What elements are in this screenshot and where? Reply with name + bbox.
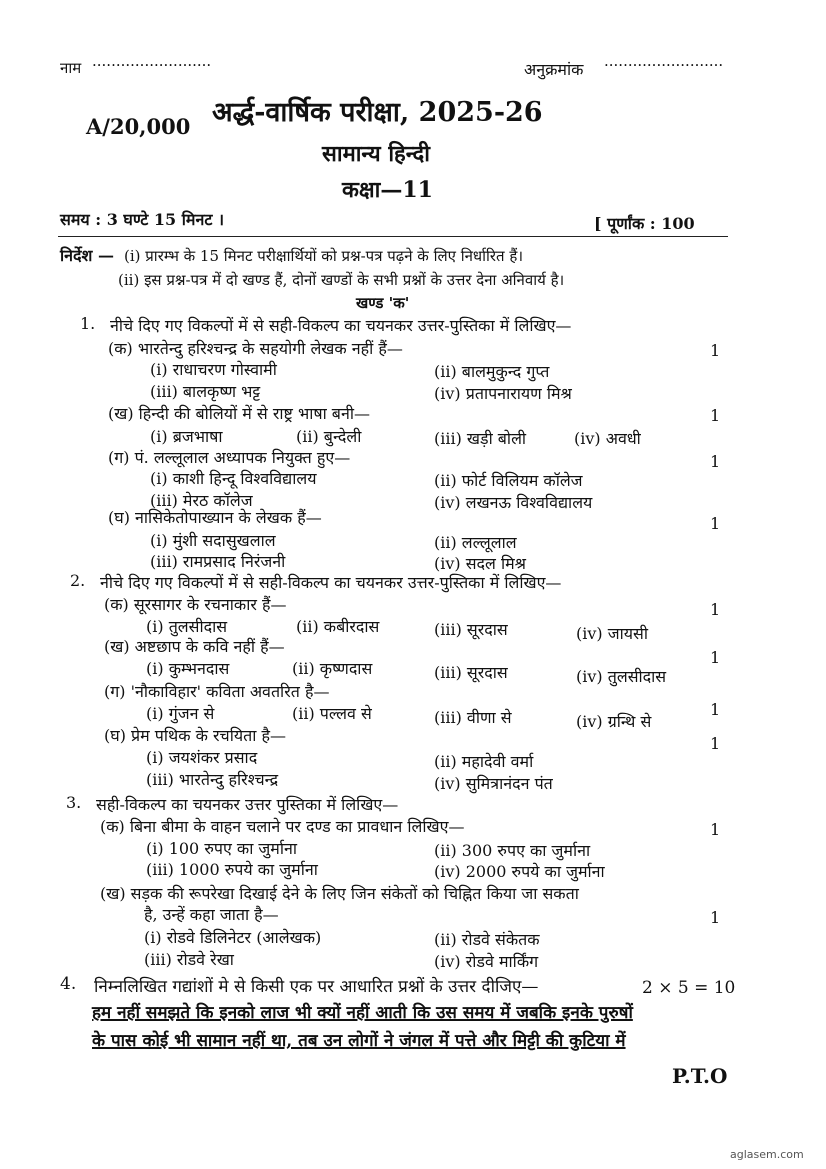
question-3-number: 3. — [66, 793, 82, 812]
passage-line-2: के पास कोई भी सामान नहीं था, तब उन लोगों ने जंगल में पत्ते और मिट्टी की कुटिया में — [92, 1031, 626, 1051]
exam-title: अर्द्ध-वार्षिक परीक्षा, 2025-26 — [212, 97, 543, 128]
q3b-question: (ख) सड़क की रूपरेखा दिखाई देने के लिए जिन संकेतों को चिह्नित किया जा सकता — [100, 884, 579, 903]
question-1-number: 1. — [80, 314, 96, 333]
q1c-option-1: (i) काशी हिन्दू विश्वविद्यालय — [150, 469, 317, 488]
q3b-option-3: (iii) रोडवे रेखा — [144, 950, 234, 969]
section-heading: खण्ड 'क' — [356, 294, 410, 312]
watermark: aglasem.com — [730, 1148, 804, 1161]
q1a-question: (क) भारतेन्दु हरिश्चन्द्र के सहयोगी लेखक नहीं हैं— — [108, 339, 403, 358]
q3a-mark: 1 — [710, 820, 721, 839]
q2b-mark: 1 — [710, 648, 721, 667]
q2b-option-3: (iii) सूरदास — [434, 663, 508, 682]
q1d-option-4: (iv) सदल मिश्र — [434, 554, 527, 573]
q1b-option-2: (ii) बुन्देली — [296, 427, 362, 446]
q1b-option-3: (iii) खड़ी बोली — [434, 429, 527, 448]
q2a-option-4: (iv) जायसी — [576, 624, 648, 643]
question-4-number: 4. — [60, 974, 77, 994]
q2a-question: (क) सूरसागर के रचनाकार हैं— — [104, 595, 287, 614]
q3b-question-continued: है, उन्हें कहा जाता है— — [144, 905, 279, 924]
q2d-option-4: (iv) सुमित्रानंदन पंत — [434, 774, 553, 793]
subject-title: सामान्य हिन्दी — [322, 141, 430, 167]
q2c-option-2: (ii) पल्लव से — [292, 704, 372, 723]
roll-number-label: अनुक्रमांक — [524, 60, 584, 79]
instruction-2: (ii) इस प्रश्न-पत्र में दो खण्ड हैं, दोनों खण्डों के सभी प्रश्नों के उत्तर देना अनिवार्य है। — [118, 271, 565, 289]
name-dots: ························· — [92, 56, 212, 74]
q1c-mark: 1 — [710, 452, 721, 471]
q2c-question: (ग) 'नौकाविहार' कविता अवतरित है— — [104, 682, 330, 701]
q2b-option-4: (iv) तुलसीदास — [576, 667, 667, 686]
q1b-mark: 1 — [710, 406, 721, 425]
q2c-mark: 1 — [710, 700, 721, 719]
q2d-mark: 1 — [710, 734, 721, 753]
q1d-mark: 1 — [710, 514, 721, 533]
q3a-option-2: (ii) 300 रुपए का जुर्माना — [434, 841, 591, 860]
instruction-1: (i) प्रारम्भ के 15 मिनट परीक्षार्थियों को प्रश्न-पत्र पढ़ने के लिए निर्धारित हैं। — [124, 247, 524, 265]
question-2-text: नीचे दिए गए विकल्पों में से सही-विकल्प का चयनकर उत्तर-पुस्तिका में लिखिए— — [100, 573, 562, 592]
q3a-option-1: (i) 100 रुपए का जुर्माना — [146, 839, 298, 858]
q2d-option-2: (ii) महादेवी वर्मा — [434, 752, 534, 771]
q2d-question: (घ) प्रेम पथिक के रचयिता है— — [104, 726, 286, 745]
q3a-question: (क) बिना बीमा के वाहन चलाने पर दण्ड का प्रावधान लिखिए— — [100, 817, 465, 836]
q2a-option-1: (i) तुलसीदास — [146, 617, 228, 636]
q2b-option-2: (ii) कृष्णदास — [292, 659, 373, 678]
q3b-option-1: (i) रोडवे डिलिनेटर (आलेखक) — [144, 928, 322, 947]
q2b-question: (ख) अष्टछाप के कवि नहीं हैं— — [104, 637, 285, 656]
q2a-option-3: (iii) सूरदास — [434, 620, 508, 639]
q2c-option-1: (i) गुंजन से — [146, 704, 215, 723]
q1c-option-4: (iv) लखनऊ विश्वविद्यालय — [434, 493, 593, 512]
q1b-option-4: (iv) अवधी — [574, 429, 641, 448]
passage-line-1: हम नहीं समझते कि इनको लाज भी क्यों नहीं आती कि उस समय में जबकि इनके पुरुषों — [92, 1003, 633, 1023]
q1d-option-2: (ii) लल्लूलाल — [434, 533, 517, 552]
q1c-option-3: (iii) मेरठ कॉलेज — [150, 491, 253, 510]
q2c-option-4: (iv) ग्रन्थि से — [576, 712, 652, 731]
q2a-option-2: (ii) कबीरदास — [296, 617, 380, 636]
question-4-text: निम्नलिखित गद्यांशों मे से किसी एक पर आधारित प्रश्नों के उत्तर दीजिए— — [94, 977, 539, 997]
q1b-question: (ख) हिन्दी की बोलियों में से राष्ट्र भाषा बनी— — [108, 404, 370, 423]
question-4-marks: 2 × 5 = 10 — [642, 978, 736, 998]
please-turn-over: P.T.O — [672, 1064, 728, 1088]
q2a-mark: 1 — [710, 600, 721, 619]
q2c-option-3: (iii) वीणा से — [434, 708, 512, 727]
q2d-option-1: (i) जयशंकर प्रसाद — [146, 748, 258, 767]
roll-number-dots: ························· — [604, 56, 724, 74]
q1d-option-3: (iii) रामप्रसाद निरंजनी — [150, 552, 286, 571]
time-allowed: समय : 3 घण्टे 15 मिनट । — [60, 210, 225, 229]
q1a-option-2: (ii) बालमुकुन्द गुप्त — [434, 362, 550, 381]
maximum-marks: [ पूर्णांक : 100 — [594, 214, 695, 233]
q3a-option-4: (iv) 2000 रुपये का जुर्माना — [434, 862, 605, 881]
instructions-label: निर्देश — — [60, 246, 114, 265]
q1a-option-4: (iv) प्रतापनारायण मिश्र — [434, 384, 572, 403]
q2b-option-1: (i) कुम्भनदास — [146, 659, 230, 678]
q3b-option-4: (iv) रोडवे मार्किंग — [434, 952, 539, 971]
q1a-option-3: (iii) बालकृष्ण भट्ट — [150, 382, 261, 401]
paper-code: A/20,000 — [86, 114, 191, 139]
q3a-option-3: (iii) 1000 रुपये का जुर्माना — [146, 860, 318, 879]
q1a-option-1: (i) राधाचरण गोस्वामी — [150, 360, 277, 379]
q1c-question: (ग) पं. लल्लूलाल अध्यापक नियुक्त हुए— — [108, 448, 351, 467]
q1b-option-1: (i) ब्रजभाषा — [150, 427, 223, 446]
name-label: नाम — [60, 59, 82, 77]
q1d-option-1: (i) मुंशी सदासुखलाल — [150, 531, 276, 550]
question-3-text: सही-विकल्प का चयनकर उत्तर पुस्तिका में लिखिए— — [96, 795, 399, 814]
q1c-option-2: (ii) फोर्ट विलियम कॉलेज — [434, 471, 583, 490]
header-divider — [58, 236, 728, 237]
question-1-text: नीचे दिए गए विकल्पों में से सही-विकल्प का चयनकर उत्तर-पुस्तिका में लिखिए— — [110, 316, 572, 335]
question-2-number: 2. — [70, 571, 86, 590]
q1d-question: (घ) नासिकेतोपाख्यान के लेखक हैं— — [108, 508, 322, 527]
q3b-mark: 1 — [710, 908, 721, 927]
class-title: कक्षा—11 — [342, 177, 433, 203]
q2d-option-3: (iii) भारतेन्दु हरिश्चन्द्र — [146, 770, 279, 789]
q1a-mark: 1 — [710, 341, 721, 360]
q3b-option-2: (ii) रोडवे संकेतक — [434, 930, 540, 949]
